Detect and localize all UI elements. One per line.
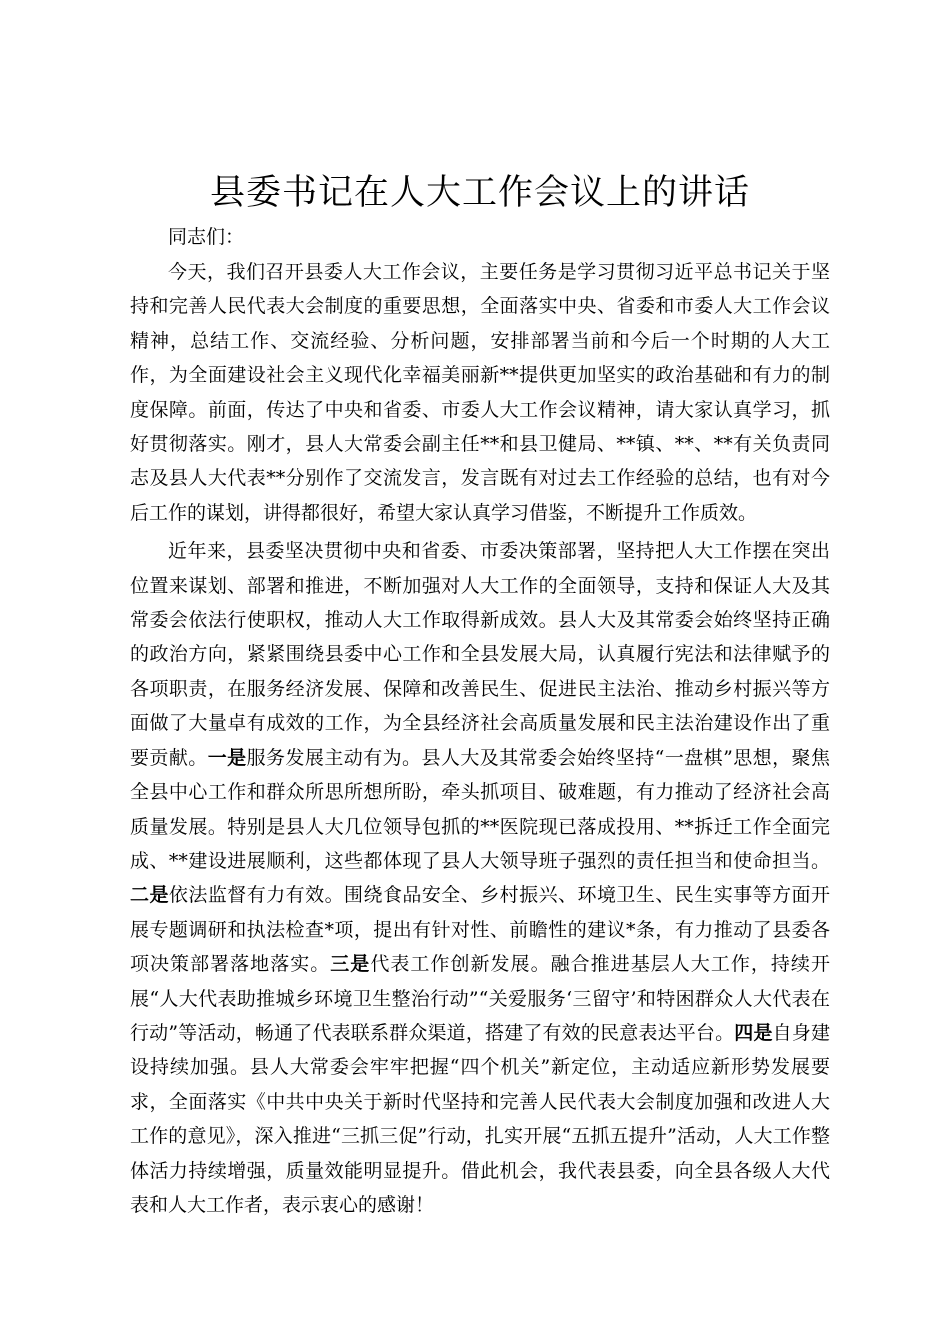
point-1-label: 一是 bbox=[207, 746, 247, 769]
point-1-text: 服务发展主动有为。县人大及其常委会始终坚持“一盘棋”思想，聚焦全县中心工作和群众所思所想所盼，牵头抓项目、破难题，有力推动了经济社会高质量发展。特别是县人大几位领导包抓的**医院现已落成投用、**拆迁工作全面完成、**建设进展顺利，这些都体现了县人大领导班子强烈的责任担当和使命担当。 bbox=[130, 746, 830, 872]
paragraph-1: 今天，我们召开县委人大工作会议，主要任务是学习贯彻习近平总书记关于坚持和完善人民代表大会制度的重要思想，全面落实中央、省委和市委人大工作会议精神，总结工作、交流经验、分析问题，安排部署当前和今后一个时期的人大工作，为全面建设社会主义现代化幸福美丽新**提供更加坚实的政治基础和有力的制度保障。前面，传达了中央和省委、市委人大工作会议精神，请大家认真学习，抓好贯彻落实。刚才，县人大常委会副主任**和县卫健局、**镇、**、**有关负责同志及县人大代表**分别作了交流发言，发言既有对过去工作经验的总结，也有对今后工作的谋划，讲得都很好，希望大家认真学习借鉴，不断提升工作质效。 bbox=[130, 261, 830, 524]
document-title: 县委书记在人大工作会议上的讲话 bbox=[209, 173, 750, 213]
point-4-text: 自身建设持续加强。县人大常委会牢牢把握“四个机关”新定位，主动适应新形势发展要求，全面落实《中共中央关于新时代坚持和完善人民代表大会制度加强和改进人大工作的意见》，深入推进“三抓三促”行动，扎实开展“五抓五提升”活动，人大工作整体活力持续增强，质量效能明显提升。借此机会，我代表县委，向全县各级人大代表和人大工作者，表示衷心的感谢！ bbox=[130, 1021, 830, 1216]
point-2-text: 依法监督有力有效。围绕食品安全、乡村振兴、环境卫生、民生实事等方面开展专题调研和执法检查*项，提出有针对性、前瞻性的建议*条，有力推动了县委各项决策部署落地落实。 bbox=[130, 884, 830, 976]
paragraph-2 bbox=[130, 534, 830, 1222]
point-3-label: 三是 bbox=[330, 953, 371, 976]
paragraph-2-intro: 近年来，县委坚决贯彻中央和省委、市委决策部署，坚持把人大工作摆在突出位置来谋划、部署和推进，不断加强对人大工作的全面领导，支持和保证人大及其常委会依法行使职权，推动人大工作取得新成效。县人大及其常委会始终坚持正确的政治方向，紧紧围绕县委中心工作和全县发展大局，认真履行宪法和法律赋予的各项职责，在服务经济发展、保障和改善民生、促进民主法治、推动乡村振兴等方面做了大量卓有成效的工作，为全县经济社会高质量发展和民主法治建设作出了重要贡献。 bbox=[130, 540, 830, 769]
document-page bbox=[130, 165, 830, 1226]
salutation: 同志们： bbox=[168, 226, 245, 248]
point-4-label: 四是 bbox=[734, 1021, 773, 1044]
point-2-label: 二是 bbox=[130, 884, 169, 907]
point-3-text: 代表工作创新发展。融合推进基层人大工作，持续开展“人大代表助推城乡环境卫生整治行动”“关爱服务‘三留守’和特困群众人大代表在行动”等活动，畅通了代表联系群众渠道，搭建了有效的民意表达平台。 bbox=[130, 953, 830, 1044]
